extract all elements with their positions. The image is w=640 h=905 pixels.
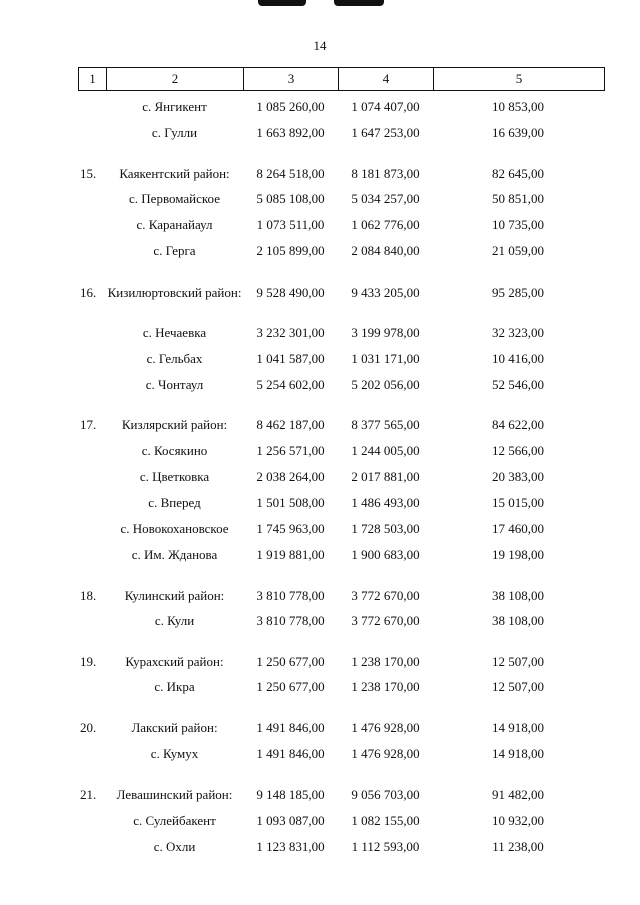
row-name: с. Гельбах	[146, 351, 203, 366]
row-name: с. Каранайаул	[136, 217, 213, 232]
row-value-3: 2 105 899,00	[256, 243, 325, 258]
row-value-3: 1 919 881,00	[256, 547, 325, 562]
row-value-5: 14 918,00	[492, 720, 544, 735]
row-value-3: 1 093 087,00	[256, 813, 325, 828]
row-name: с. Икра	[154, 679, 195, 694]
row-value-4: 1 238 170,00	[351, 679, 420, 694]
row-name: с. Кули	[154, 613, 195, 628]
row-number: 19.	[80, 654, 97, 669]
row-value-5: 10 853,00	[492, 99, 544, 114]
row-value-5: 38 108,00	[492, 588, 544, 603]
row-value-5: 12 566,00	[492, 443, 544, 458]
row-value-3: 8 264 518,00	[256, 166, 325, 181]
row-value-5: 14 918,00	[492, 746, 544, 761]
row-value-5: 38 108,00	[492, 613, 544, 628]
row-value-4: 2 084 840,00	[351, 243, 420, 258]
row-value-4: 5 034 257,00	[351, 191, 420, 206]
row-value-3: 1 663 892,00	[256, 125, 325, 140]
row-value-5: 19 198,00	[492, 547, 544, 562]
row-value-4: 2 017 881,00	[351, 469, 420, 484]
row-value-4: 8 181 873,00	[351, 166, 420, 181]
row-value-5: 95 285,00	[492, 285, 544, 300]
row-value-3: 8 462 187,00	[256, 417, 325, 432]
row-value-5: 91 482,00	[492, 787, 544, 802]
row-value-5: 15 015,00	[492, 495, 544, 510]
row-value-4: 8 377 565,00	[351, 417, 420, 432]
row-name: с. Кумух	[150, 746, 199, 761]
row-value-3: 1 250 677,00	[256, 654, 325, 669]
row-value-4: 9 433 205,00	[351, 285, 420, 300]
row-name: Кизилюртовский район:	[107, 285, 242, 300]
row-value-4: 3 772 670,00	[351, 613, 420, 628]
row-name: с. Им. Жданова	[131, 547, 218, 562]
row-name: с. Охли	[153, 839, 196, 854]
row-value-4: 1 244 005,00	[351, 443, 420, 458]
row-name: с. Нечаевка	[142, 325, 207, 340]
row-value-3: 1 085 260,00	[256, 99, 325, 114]
row-value-5: 32 323,00	[492, 325, 544, 340]
row-value-4: 1 476 928,00	[351, 720, 420, 735]
row-value-4: 1 486 493,00	[351, 495, 420, 510]
row-value-4: 1 900 683,00	[351, 547, 420, 562]
row-value-3: 2 038 264,00	[256, 469, 325, 484]
row-value-5: 17 460,00	[492, 521, 544, 536]
row-name: Курахский район:	[125, 654, 224, 669]
row-name: с. Цветковка	[139, 469, 210, 484]
row-name: с. Герга	[153, 243, 196, 258]
row-value-3: 1 501 508,00	[256, 495, 325, 510]
row-name: с. Янгикент	[142, 99, 207, 114]
row-value-3: 1 041 587,00	[256, 351, 325, 366]
row-number: 17.	[80, 417, 97, 432]
row-value-3: 9 148 185,00	[256, 787, 325, 802]
row-value-3: 1 745 963,00	[256, 521, 325, 536]
row-value-3: 1 250 677,00	[256, 679, 325, 694]
row-value-3: 3 810 778,00	[256, 613, 325, 628]
row-value-5: 16 639,00	[492, 125, 544, 140]
row-value-5: 20 383,00	[492, 469, 544, 484]
row-value-4: 1 062 776,00	[351, 217, 420, 232]
row-value-4: 1 112 593,00	[351, 839, 420, 854]
row-name: с. Новокохановское	[120, 521, 229, 536]
header-col-4: 4	[339, 68, 434, 90]
row-value-5: 82 645,00	[492, 166, 544, 181]
row-value-5: 11 238,00	[492, 839, 544, 854]
row-name: с. Вперед	[148, 495, 201, 510]
row-value-5: 50 851,00	[492, 191, 544, 206]
row-value-4: 1 476 928,00	[351, 746, 420, 761]
row-name: с. Сулейбакент	[133, 813, 216, 828]
row-number: 21.	[80, 787, 97, 802]
row-number: 18.	[80, 588, 97, 603]
row-name: Кулинский район:	[124, 588, 225, 603]
row-name: с. Чонтаул	[145, 377, 204, 392]
row-name: с. Гулли	[151, 125, 198, 140]
row-value-4: 1 728 503,00	[351, 521, 420, 536]
row-value-5: 52 546,00	[492, 377, 544, 392]
row-value-5: 10 735,00	[492, 217, 544, 232]
row-number: 16.	[80, 285, 97, 300]
row-value-3: 9 528 490,00	[256, 285, 325, 300]
row-number: 20.	[80, 720, 97, 735]
row-value-5: 10 416,00	[492, 351, 544, 366]
row-name: Кизлярский район:	[121, 417, 228, 432]
row-value-4: 9 056 703,00	[351, 787, 420, 802]
row-value-3: 3 810 778,00	[256, 588, 325, 603]
row-value-5: 10 932,00	[492, 813, 544, 828]
row-value-3: 5 254 602,00	[256, 377, 325, 392]
header-col-5: 5	[515, 71, 523, 86]
row-value-3: 1 123 831,00	[256, 839, 325, 854]
row-value-4: 3 772 670,00	[351, 588, 420, 603]
row-value-4: 1 238 170,00	[351, 654, 420, 669]
header-col-3: 3	[244, 68, 339, 90]
row-value-5: 12 507,00	[492, 654, 544, 669]
row-value-5: 12 507,00	[492, 679, 544, 694]
row-value-3: 1 491 846,00	[256, 746, 325, 761]
row-name: Лакский район:	[131, 720, 218, 735]
row-name: с. Косякино	[141, 443, 208, 458]
row-value-5: 21 059,00	[492, 243, 544, 258]
row-value-4: 3 199 978,00	[351, 325, 420, 340]
row-name: с. Первомайское	[129, 191, 220, 206]
row-value-4: 1 031 171,00	[351, 351, 420, 366]
row-number: 15.	[80, 166, 97, 181]
row-value-3: 1 256 571,00	[256, 443, 325, 458]
header-col-1: 1	[79, 68, 107, 90]
row-value-4: 1 082 155,00	[351, 813, 420, 828]
header-col-2: 2	[107, 68, 244, 90]
row-value-3: 1 491 846,00	[256, 720, 325, 735]
row-value-3: 5 085 108,00	[256, 191, 325, 206]
row-value-3: 3 232 301,00	[256, 325, 325, 340]
row-name: Каякентский район:	[119, 166, 230, 181]
row-value-3: 1 073 511,00	[256, 217, 325, 232]
row-name: Левашинский район:	[116, 787, 233, 802]
row-value-4: 1 647 253,00	[351, 125, 420, 140]
row-value-4: 5 202 056,00	[351, 377, 420, 392]
row-value-5: 84 622,00	[492, 417, 544, 432]
page-number: 14	[313, 38, 327, 53]
row-value-4: 1 074 407,00	[351, 99, 420, 114]
